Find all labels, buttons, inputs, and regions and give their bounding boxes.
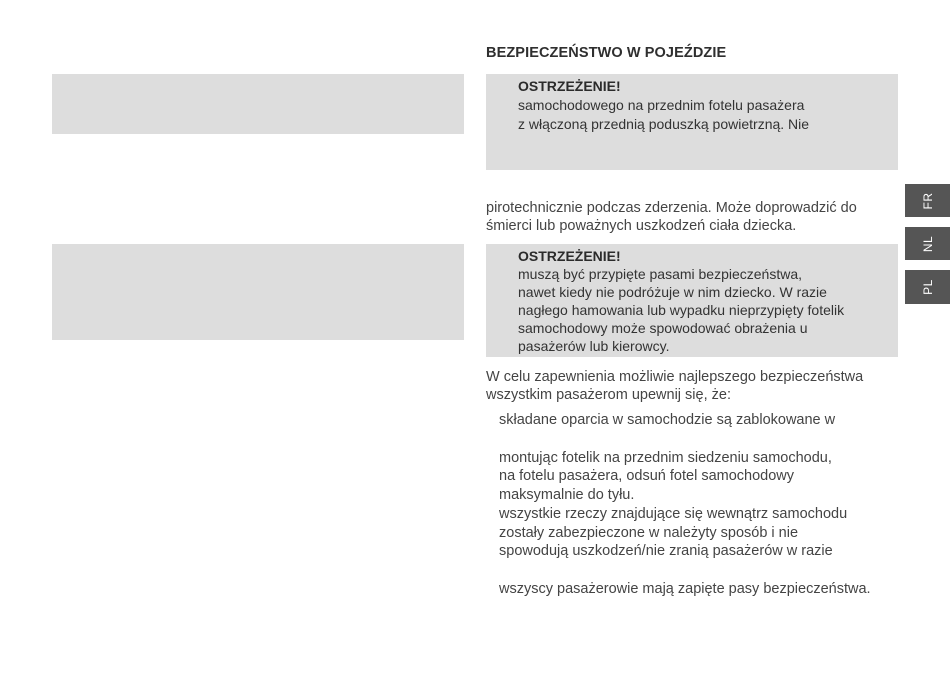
left-grey-box-top: [52, 74, 464, 134]
paragraph-line: wszystkim pasażerom upewnij się, że:: [486, 387, 731, 403]
list-item-line: wszyscy pasażerowie mają zapięte pasy bezpieczeństwa.: [499, 581, 871, 597]
list-item-line: wszystkie rzeczy znajdujące się wewnątrz samochodu: [499, 506, 848, 522]
warning-box-airbag: [486, 74, 898, 170]
left-grey-box-bottom: [52, 244, 464, 340]
warning-title: OSTRZEŻENIE!: [518, 78, 621, 94]
warning-text-line: samochodowy może spowodować obrażenia u: [518, 320, 808, 336]
language-tab-label: PL: [920, 279, 935, 295]
warning-text-line: z włączoną przednią poduszką powietrzną. Nie: [518, 116, 810, 132]
warning-text-line: pasażerów lub kierowcy.: [518, 338, 670, 354]
list-item-line: montując fotelik na przednim siedzeniu samochodu,: [499, 450, 832, 466]
language-tab-pl[interactable]: [905, 270, 950, 304]
warning-text-line: samochodowego na przednim fotelu pasażera: [518, 97, 805, 113]
language-tab-nl[interactable]: [905, 227, 950, 260]
warning-box-seatbelts: [486, 244, 898, 357]
list-item-line: składane oparcia w samochodzie są zablokowane w: [499, 412, 836, 428]
list-item-line: spowodują uszkodzeń/nie zranią pasażerów w razie: [499, 543, 833, 559]
language-tab-fr[interactable]: [905, 184, 950, 217]
list-item-line: maksymalnie do tyłu.: [499, 487, 635, 503]
paragraph-line: pirotechnicznie podczas zderzenia. Może doprowadzić do: [486, 200, 857, 216]
language-tab-label: FR: [920, 192, 935, 209]
warning-text-line: muszą być przypięte pasami bezpieczeństwa,: [518, 266, 803, 282]
list-item-line: zostały zabezpieczone w należyty sposób i nie: [499, 525, 799, 541]
warning-text-line: nawet kiedy nie podróżuje w nim dziecko. W razie: [518, 284, 827, 300]
warning-title: OSTRZEŻENIE!: [518, 248, 621, 264]
language-tab-label: NL: [920, 235, 935, 252]
warning-text-line: nagłego hamowania lub wypadku nieprzypięty fotelik: [518, 302, 845, 318]
list-item-line: na fotelu pasażera, odsuń fotel samochodowy: [499, 468, 795, 484]
section-title: BEZPIECZEŃSTWO W POJEŹDZIE: [486, 45, 727, 61]
paragraph-line: W celu zapewnienia możliwie najlepszego bezpieczeństwa: [486, 369, 864, 385]
paragraph-line: śmierci lub poważnych uszkodzeń ciała dziecka.: [486, 218, 797, 234]
